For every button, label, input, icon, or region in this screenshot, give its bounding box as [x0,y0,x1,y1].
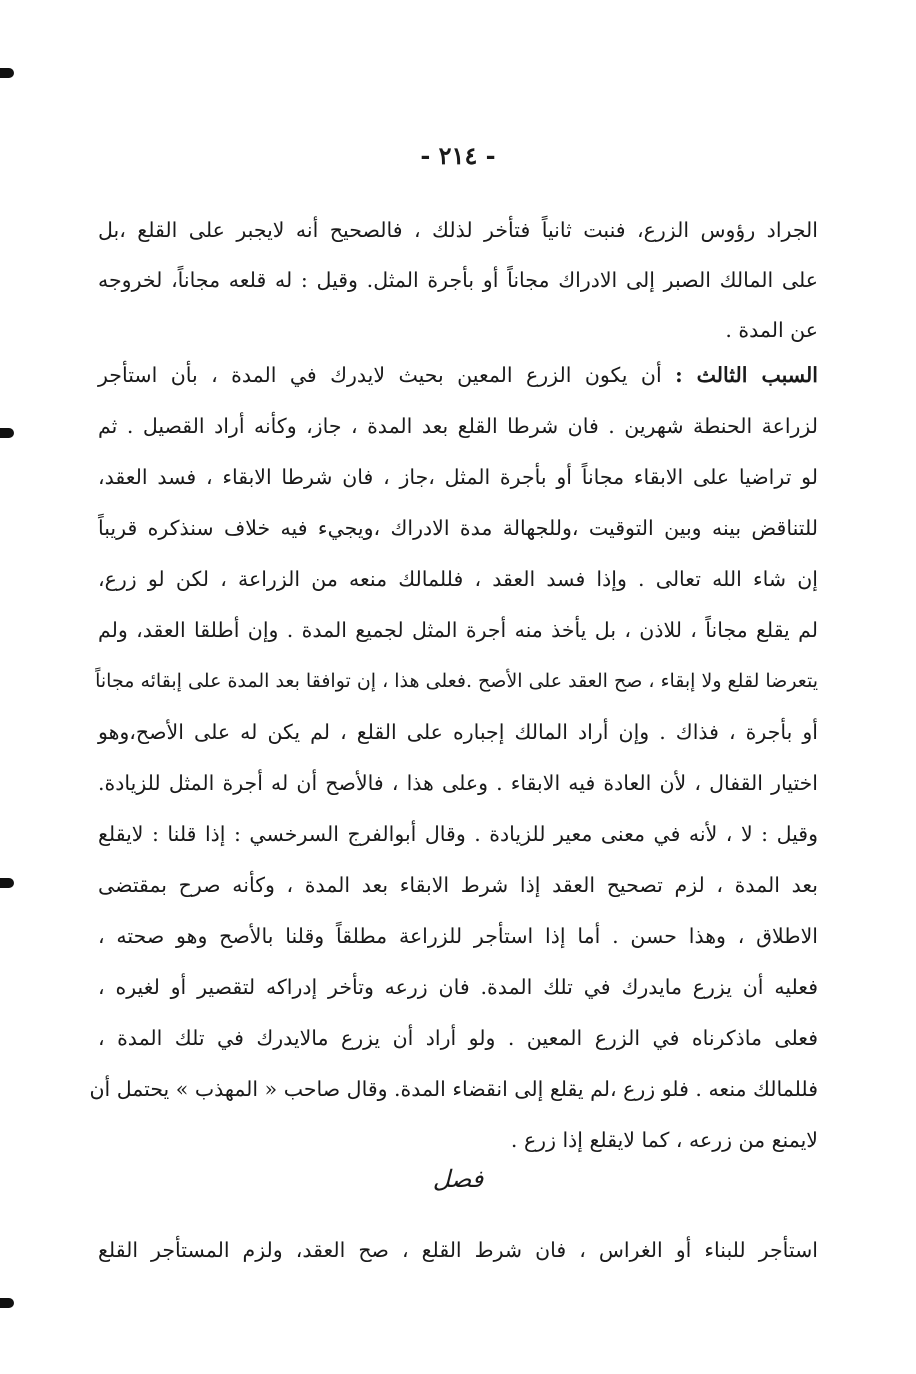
margin-mark [0,1298,14,1308]
text-line: لو تراضيا على الابقاء مجاناً أو بأجرة المثل ،جاز ، فان شرطا الابقاء ، فسد العقد، [98,465,818,489]
paragraph-3 [98,1225,818,1275]
text-line: استأجر للبناء أو الغراس ، فان شرط القلع ، صح العقد، ولزم المستأجر القلع [98,1238,818,1262]
paragraph-1 [98,205,818,355]
paragraph-2 [89,350,818,1152]
section-title: فصل [432,1165,484,1193]
text-line: الجراد رؤوس الزرع، فنبت ثانياً فتأخر لذلك ، فالصحيح أنه لايجبر على القلع ،بل [98,218,818,242]
margin-mark [0,428,14,438]
text-line: بعد المدة ، لزم تصحيح العقد إذا شرط الابقاء بعد المدة ، وكأنه صرح بمقتضى [98,873,818,897]
text-line: عن المدة . [725,318,818,342]
text-line: فعليه أن يزرع مايدرك في تلك المدة. فان زرعه وتأخر إدراكه لتقصير أو لغيره ، [98,975,818,999]
text-line: وقيل : لا ، لأنه في معنى معير للزيادة . وقال أبوالفرج السرخسي : إذا قلنا : لايقلع [98,822,818,846]
text-line: فللمالك منعه . فلو زرع ،لم يقلع إلى انقضاء المدة. وقال صاحب « المهذب » يحتمل أن [89,1077,818,1101]
text-run: أن يكون الزرع المعين بحيث لايدرك في المدة ، بأن استأجر [98,363,662,387]
section-lead: السبب الثالث : [675,363,818,387]
margin-mark [0,68,14,78]
text-line: يتعرضا لقلع ولا إبقاء ، صح العقد على الأصح .فعلى هذا ، إن توافقا بعد المدة على إبقائه مجاناً [95,670,818,692]
text-line: لزراعة الحنطة شهرين . فان شرطا القلع بعد المدة ، جاز، وكأنه أراد القصيل . ثم [98,414,818,438]
page-number: - ٢١٤ - [420,141,496,170]
text-line: فعلى ماذكرناه في الزرع المعين . ولو أراد أن يزرع مالايدرك في تلك المدة ، [98,1026,818,1050]
text-line: اختيار القفال ، لأن العادة فيه الابقاء . وعلى هذا ، فالأصح أن له أجرة المثل للزيادة. [98,771,818,795]
text-line: للتناقض بينه وبين التوقيت ،وللجهالة مدة الادراك ،ويجيء فيه خلاف سنذكره قريباً [98,516,818,540]
text-line: على المالك الصبر إلى الادراك مجاناً أو بأجرة المثل. وقيل : له قلعه مجاناً، لخروجه [98,268,818,292]
text-line: لايمنع من زرعه ، كما لايقلع إذا زرع . [510,1128,818,1152]
text-line: لم يقلع مجاناً ، للاذن ، بل يأخذ منه أجرة المثل لجميع المدة . وإن أطلقا العقد، ولم [98,618,818,642]
text-line: الاطلاق ، وهذا حسن . أما إذا استأجر للزراعة مطلقاً وقلنا بالأصح وهو صحته ، [98,924,818,948]
text-line: إن شاء الله تعالى . وإذا فسد العقد ، فللمالك منعه من الزراعة ، لكن لو زرع، [98,567,818,591]
text-line [98,350,818,400]
text-line: أو بأجرة ، فذاك . وإن أراد المالك إجباره على القلع ، لم يكن له على الأصح،وهو [98,720,818,744]
margin-mark [0,878,14,888]
